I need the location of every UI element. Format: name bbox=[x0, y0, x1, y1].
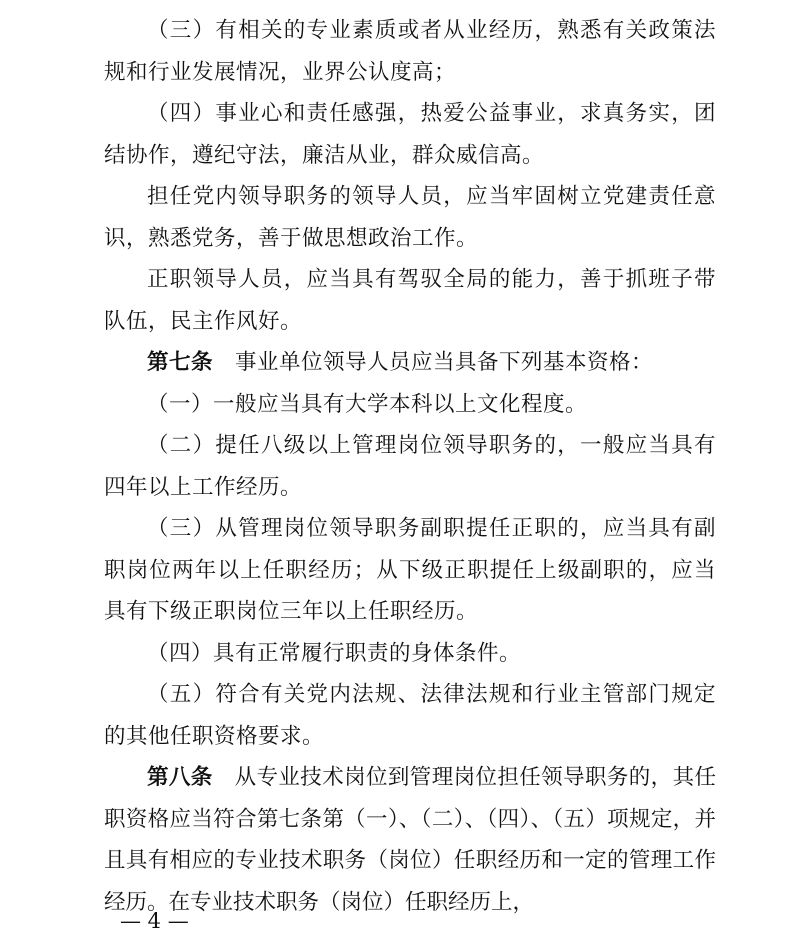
paragraph-text: （三）从管理岗位领导职务副职提任正职的，应当具有副职岗位两年以上任职经历；从下级正职提任上级副职的，应当具有下级正职岗位三年以上任职经历。 bbox=[104, 516, 716, 624]
paragraph bbox=[104, 176, 716, 259]
paragraph-text: 事业单位领导人员应当具备下列基本资格： bbox=[213, 350, 654, 375]
paragraph-text: （二）提任八级以上管理岗位领导职务的，一般应当具有四年以上工作经历。 bbox=[104, 433, 716, 500]
document-body bbox=[104, 10, 716, 923]
page-number: — 4 — bbox=[120, 909, 189, 933]
paragraph-text: （五）符合有关党内法规、法律法规和行业主管部门规定的其他任职资格要求。 bbox=[104, 682, 716, 749]
paragraph-text: 担任党内领导职务的领导人员，应当牢固树立党建责任意识，熟悉党务，善于做思想政治工作。 bbox=[104, 184, 716, 251]
article-number: 第七条 bbox=[147, 350, 214, 375]
paragraph bbox=[104, 93, 716, 176]
paragraph bbox=[104, 508, 716, 633]
paragraph-text: （四）具有正常履行职责的身体条件。 bbox=[147, 640, 522, 666]
paragraph-text: （四）事业心和责任感强，热爱公益事业，求真务实，团结协作，遵纪守法，廉洁从业，群众威信高。 bbox=[104, 101, 716, 168]
paragraph-text: 正职领导人员，应当具有驾驭全局的能力，善于抓班子带队伍，民主作风好。 bbox=[104, 267, 716, 334]
article-seven-heading bbox=[104, 342, 716, 384]
paragraph-text: 从专业技术岗位到管理岗位担任领导职务的，其任职资格应当符合第七条第（一）、（二）、（四）、（五）项规定，并且具有相应的专业技术职务（岗位）任职经历和一定的管理工作经历。在专业技术职务（岗位）任职经历上， bbox=[104, 765, 716, 915]
article-eight-heading bbox=[104, 757, 716, 923]
article-number: 第八条 bbox=[147, 765, 213, 790]
paragraph bbox=[104, 425, 716, 508]
paragraph bbox=[104, 10, 716, 93]
paragraph-text: （三）有相关的专业素质或者从业经历，熟悉有关政策法规和行业发展情况，业界公认度高； bbox=[104, 18, 716, 85]
paragraph bbox=[104, 384, 716, 426]
paragraph bbox=[104, 259, 716, 342]
paragraph-text: （一）一般应当具有大学本科以上文化程度。 bbox=[147, 391, 588, 417]
paragraph bbox=[104, 633, 716, 675]
paragraph bbox=[104, 674, 716, 757]
